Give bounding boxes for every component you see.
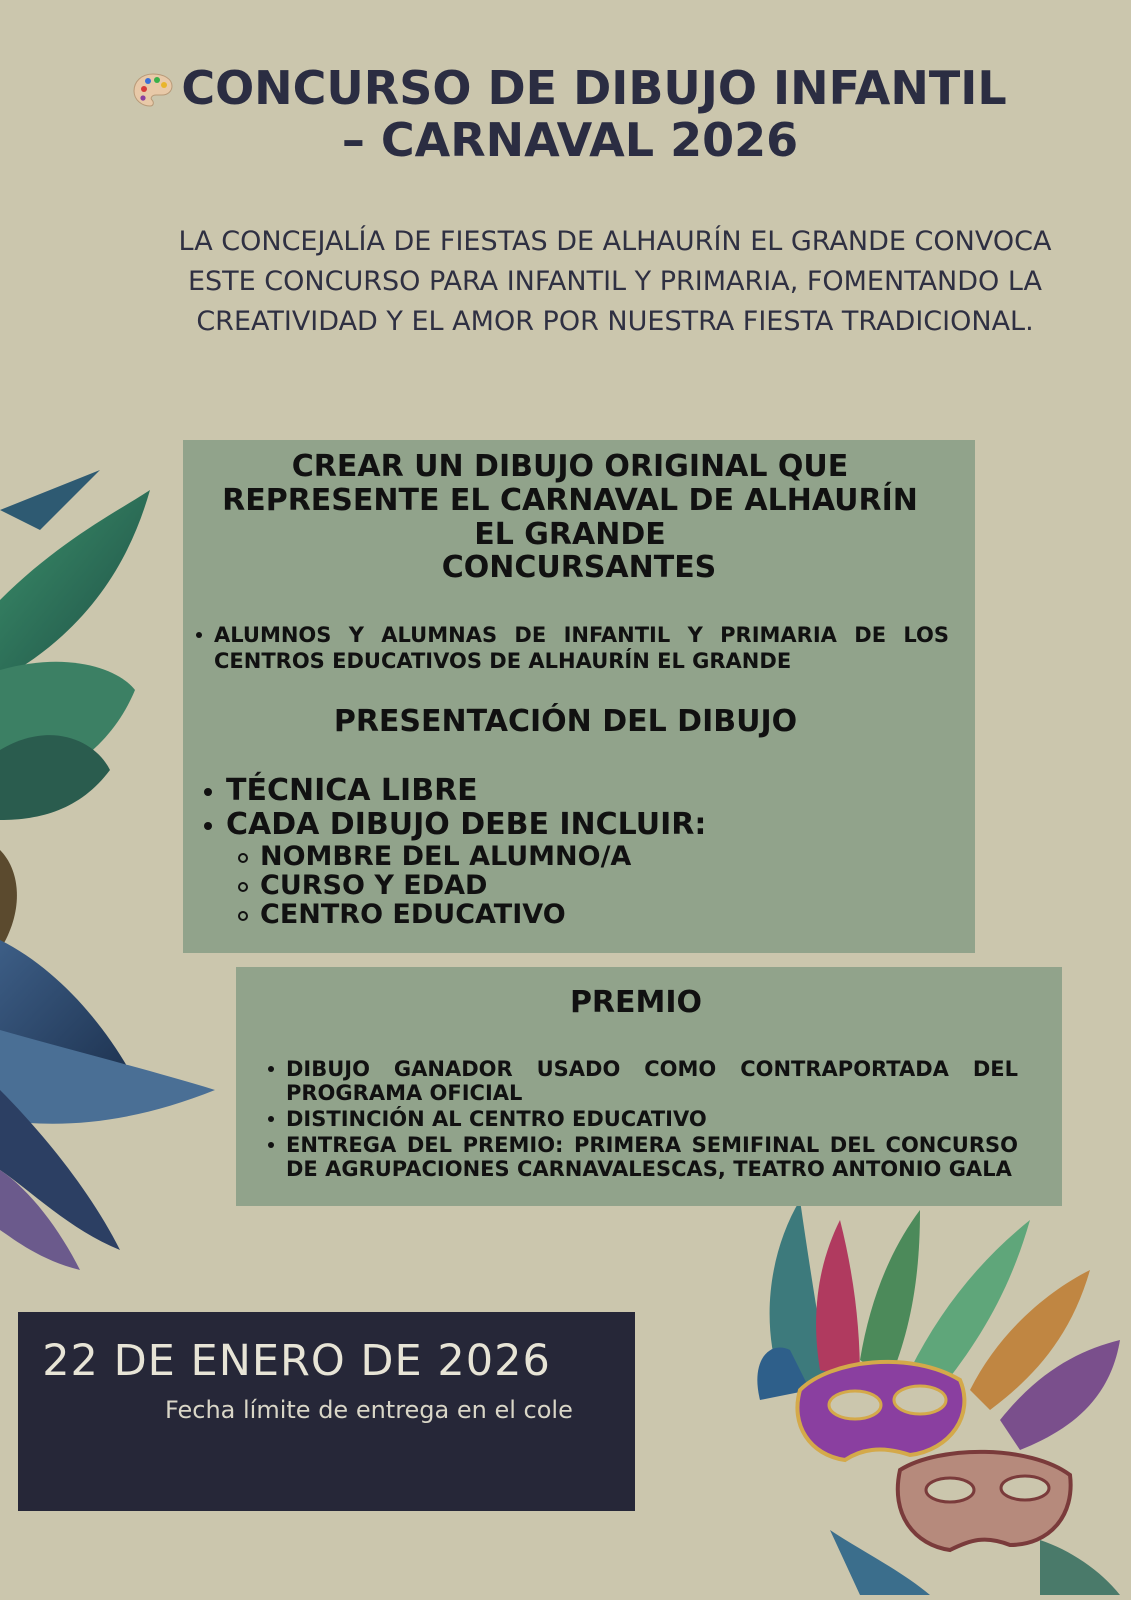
main-heading: CREAR UN DIBUJO ORIGINAL QUE REPRESENTE EL CARNAVAL DE ALHAURÍN EL GRANDE	[222, 449, 918, 552]
list-item: NOMBRE DEL ALUMNO/A	[260, 842, 860, 871]
page-title	[120, 62, 1020, 166]
intro-text: LA CONCEJALÍA DE FIESTAS DE ALHAURÍN EL GRANDE CONVOCA ESTE CONCURSO PARA INFANTIL Y PRIMARIA, FOMENTANDO LA CREATIVIDAD Y EL AMOR POR NUESTRA FIESTA TRADICIONAL.	[178, 226, 1052, 337]
list-item: DIBUJO GANADOR USADO COMO CONTRAPORTADA DEL PROGRAMA OFICIAL	[286, 1057, 1018, 1105]
list-item: ENTREGA DEL PREMIO: PRIMERA SEMIFINAL DEL CONCURSO DE AGRUPACIONES CARNAVALESCAS, TEATRO ANTONIO GALA	[286, 1133, 1018, 1181]
premio-list	[286, 1057, 1018, 1183]
list-item: CURSO Y EDAD	[260, 871, 860, 900]
list-item: CENTRO EDUCATIVO	[260, 900, 860, 929]
list-item: DISTINCIÓN AL CENTRO EDUCATIVO	[286, 1107, 1018, 1131]
premio-heading: PREMIO	[569, 985, 703, 1020]
concursantes-heading: CONCURSANTES	[441, 550, 717, 585]
title-block	[120, 62, 1020, 166]
concursantes-list	[214, 622, 949, 674]
list-item: TÉCNICA LIBRE	[226, 774, 926, 808]
carnival-masks-illustration	[740, 1200, 1131, 1600]
deadline-date: 22 DE ENERO DE 2026	[42, 1336, 551, 1386]
presentacion-list	[226, 774, 926, 842]
palette-icon	[133, 72, 173, 108]
presentacion-sublist	[260, 842, 860, 929]
list-item: ALUMNOS Y ALUMNAS DE INFANTIL Y PRIMARIA DE LOS CENTROS EDUCATIVOS DE ALHAURÍN EL GRANDE	[214, 623, 949, 673]
presentacion-heading: PRESENTACIÓN DEL DIBUJO	[333, 704, 798, 739]
page-title-text: CONCURSO DE DIBUJO INFANTIL – CARNAVAL 2026	[181, 61, 1007, 167]
list-item: CADA DIBUJO DEBE INCLUIR:	[226, 808, 926, 842]
deadline-label: Fecha límite de entrega en el cole	[165, 1396, 573, 1424]
